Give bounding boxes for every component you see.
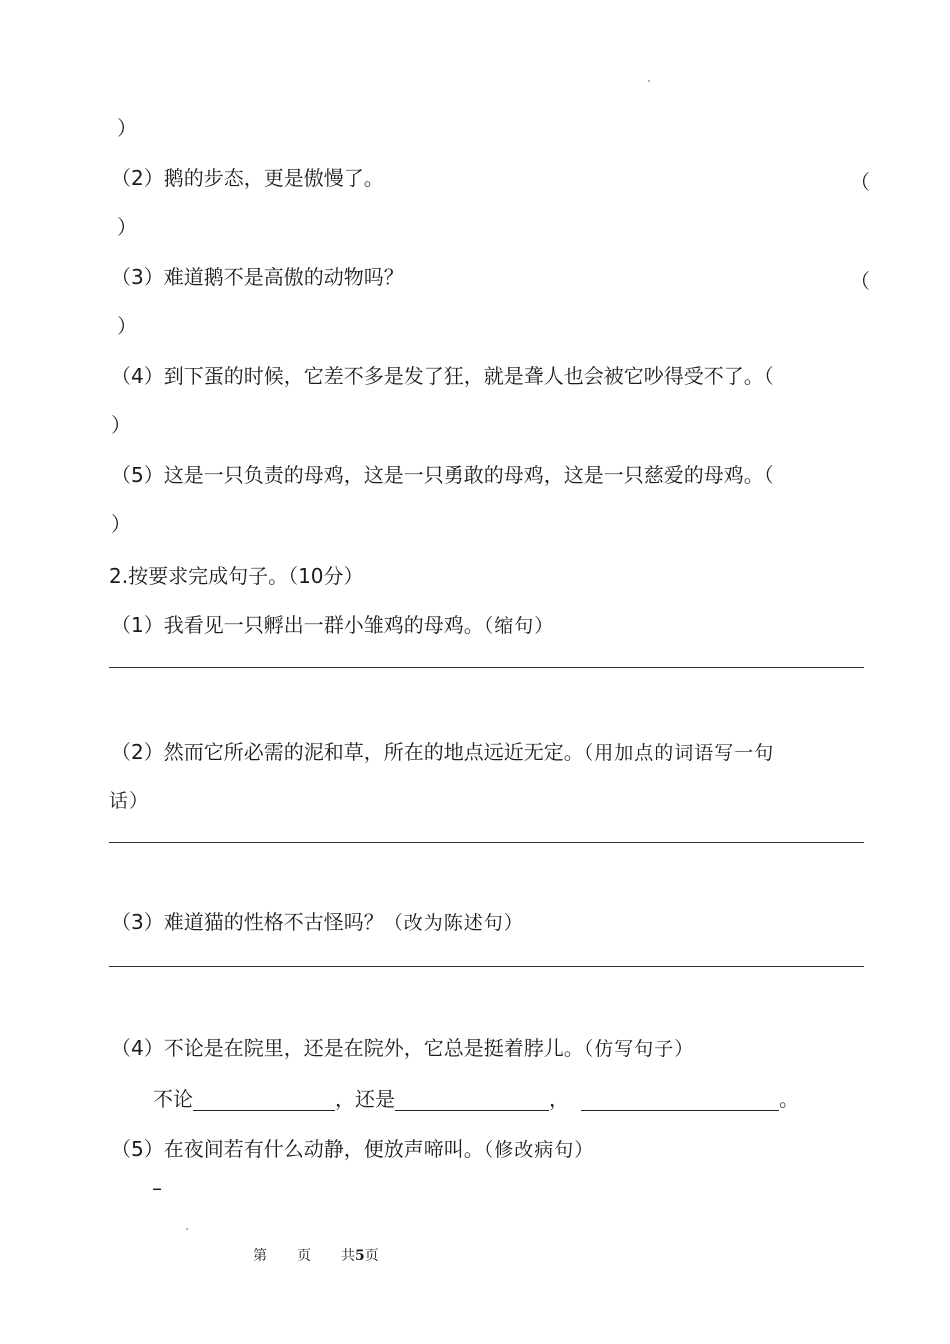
item2-sentence: （2）鹅的步态，更是傲慢了。 (111, 166, 384, 190)
fill-prefix-c: ， (549, 1087, 569, 1111)
answer-line-3[interactable] (109, 966, 864, 967)
footer-total-pages: 5 (355, 1248, 365, 1264)
q2-sentence1-text: （1）我看见一只孵出一群小雏鸡的母鸡。 (111, 613, 484, 637)
q2-sentence2-requirement: （用加点的词语写一句 (583, 742, 775, 764)
footer-ye: 页 (297, 1248, 311, 1264)
speck (648, 80, 650, 82)
item3-close-paren: ） (117, 314, 137, 338)
q2-sentence2-text: （2）然而它所必需的泥和草，所在的地点远近无定。 (111, 740, 584, 764)
fill-blank-2[interactable] (395, 1090, 549, 1111)
q2-sentence3-requirement: （改为陈述句） (383, 912, 524, 934)
fill-end: 。 (779, 1087, 799, 1111)
footer-ye-2: 页 (364, 1248, 379, 1264)
question2-heading: 2.按要求完成句子。（10分） (109, 564, 364, 588)
fill-blank-1[interactable] (193, 1090, 335, 1111)
answer-line-2[interactable] (109, 842, 864, 843)
page-footer (253, 1245, 379, 1265)
q2-sentence4-requirement: （仿写句子） (583, 1038, 695, 1060)
answer-dash[interactable]: – (152, 1176, 162, 1200)
q2-sentence3 (111, 910, 524, 935)
q2-sentence2 (111, 740, 774, 765)
item5-close-paren: ） (111, 512, 131, 536)
q2-sentence4-text: （4）不论是在院里，还是在院外，它总是挺着脖儿。 (111, 1036, 584, 1060)
q2-sentence2-requirement-cont: 话） (109, 790, 150, 812)
q2-sentence5-text: （5）在夜间若有什么动静，便放声啼叫。 (111, 1137, 484, 1161)
q2-sentence1-requirement: （缩句） (483, 615, 555, 637)
item5-sentence: （5）这是一只负责的母鸡，这是一只勇敢的母鸡，这是一只慈爱的母鸡。（ (111, 463, 774, 487)
fill-blank-3[interactable] (581, 1090, 779, 1111)
q2-sentence5-requirement: （修改病句） (483, 1139, 595, 1161)
q2-sentence5 (111, 1137, 594, 1162)
item2-close-paren: ） (117, 215, 137, 239)
speck (186, 1228, 188, 1230)
fill-prefix-b: ，还是 (335, 1087, 395, 1111)
q2-sentence1 (111, 613, 554, 638)
item4-close-paren: ） (111, 413, 131, 437)
q2-sentence4-imitation (153, 1087, 799, 1111)
item2-open-paren: （ (850, 170, 870, 194)
item3-open-paren: （ (850, 269, 870, 293)
footer-di: 第 (253, 1248, 267, 1264)
fill-prefix-a: 不论 (153, 1087, 193, 1111)
item4-sentence: （4）到下蛋的时候，它差不多是发了狂，就是聋人也会被它吵得受不了。（ (111, 364, 774, 388)
q2-sentence3-text: （3）难道猫的性格不古怪吗？ (111, 910, 384, 934)
answer-line-1[interactable] (109, 667, 864, 668)
q2-sentence4 (111, 1036, 694, 1061)
item1-close-paren: ） (117, 116, 137, 140)
item3-sentence: （3）难道鹅不是高傲的动物吗？ (111, 265, 404, 289)
footer-gong: 共 (341, 1248, 355, 1264)
